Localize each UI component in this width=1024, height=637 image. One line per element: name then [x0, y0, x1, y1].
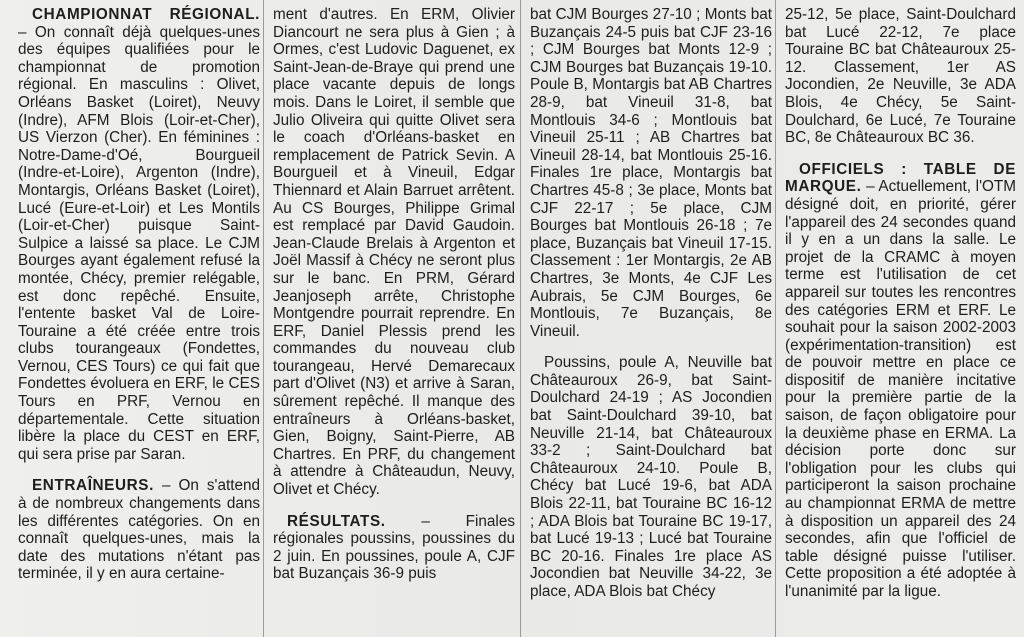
paragraph-entraineurs [18, 477, 260, 583]
paragraph-entraineurs-cont [273, 6, 515, 499]
heading-championnat: CHAMPIONNAT RÉGIONAL. [32, 6, 260, 23]
body-text: – Finales régionales poussins, poussines du 2 juin. En poussines, poule A, CJF bat Buzançais 36-9 puis [273, 512, 515, 583]
paragraph-classement [785, 6, 1016, 147]
paragraph-resultats [273, 513, 515, 583]
body-text: bat CJM Bourges 27-10 ; Monts bat Buzançais 24-5 puis bat CJF 23-16 ; CJM Bourges bat Monts 12-9 ; CJM Bourges bat Buzançais 19-10. Poule B, Montargis bat AB Chartres 28-9, bat Vineuil 31-8, bat Montlouis 34-6 ; Montlouis bat Vineuil 25-11 ; AB Chartres bat Vineuil 28-14, bat Montlouis 25-16. Finales 1re place, Montargis bat Chartres 45-8 ; 3e place, Monts bat CJF 22-17 ; 5e place, CJM Bourges bat Montlouis 26-18 ; 7e place, Buzançais bat Vineuil 17-15. Classement : 1er Montargis, 2e AB Chartres, 3e Monts, 4e CJF Les Aubrais, 5e CJM Bourges, 6e Montlouis, 7e Buzançais, 8e Vineuil. [530, 6, 772, 340]
column-4 [785, 6, 1016, 615]
column-3 [530, 6, 772, 615]
body-text: – Actuellement, l'OTM désigné doit, en priorité, gérer l'appareil des 24 secondes quand il y en a un dans la salle. Le projet de la CRAMC à moyen terme est l'utilisation de cet appareil sur toutes les rencontres des catégories ERM et ERF. Le souhait pour la saison 2002-2003 (expérimentation-transition) est de pouvoir mettre en place ce dispositif de manière incitative pour la première partie de la saison, de façon obligatoire pour la deuxième phase en ERMA. La décision porte donc sur l'obligation pour les clubs qui participeront la saison prochaine au championnat ERMA de mettre à disposition un appareil des 24 secondes, afin que l'officiel de table désigné puisse l'utiliser. Cette proposition a été adoptée à l'unanimité par la ligue. [785, 178, 1016, 600]
paragraph-championnat [18, 6, 260, 463]
column-divider [520, 0, 521, 637]
paragraph-poussins-results [530, 354, 772, 600]
column-1 [18, 6, 260, 597]
body-text: – On connaît déjà quelques-unes des équipes qualifiées pour le championnat de promotion régional. En masculins : Olivet, Orléans Basket (Loiret), Neuvy (Indre), AFM Blois (Loir-et-Cher), US Vierzon (Cher). En féminines : Notre-Dame-d'Oé, Bourgueil (Indre-et-Loire), Argenton (Indre), Montargis, Orléans Basket (Loiret), Lucé (Eure-et-Loir) et Les Montils (Loir-et-Cher) puisque Saint-Sulpice a laissé sa place. Le CJM Bourges ayant également refusé la montée, Chécy, premier relégable, est donc repêché. Ensuite, l'entente basket Val de Loire-Touraine a été créée entre trois clubs tourangeaux (Fondettes, Vernou, CES Tours) ce qui fait que Fondettes évoluera en ERF, le CES Tours en PRF, Vernou en départementale. Cette situation libère la place du CEST en ERF, qui sera prise par Saran. [18, 23, 260, 463]
body-text: 25-12, 5e place, Saint-Doulchard bat Lucé 22-12, 7e place Touraine BC bat Châteauroux 25-12. Classement, 1er AS Jocondien, 2e Neuville, 3e ADA Blois, 4e Chécy, 5e Saint-Doulchard, 6e Lucé, 7e Touraine BC, 8e Châteauroux BC 36. [785, 6, 1016, 147]
column-divider [263, 0, 264, 637]
heading-officiels: OFFICIELS : TABLE DE MARQUE. [785, 160, 1016, 196]
heading-entraineurs: ENTRAÎNEURS. [32, 477, 154, 495]
heading-resultats: RÉSULTATS. [287, 512, 386, 530]
column-divider [775, 0, 776, 637]
column-2 [273, 6, 515, 597]
paragraph-officiels [785, 161, 1016, 601]
body-text: Poussins, poule A, Neuville bat Châteauroux 26-9, bat Saint-Doulchard 24-19 ; AS Jocondien bat Saint-Doulchard 39-10, bat Neuville 21-14, bat Châteauroux 33-2 ; Saint-Doulchard bat Châteauroux 24-10. Poule B, Chécy bat Lucé 19-6, bat ADA Blois 22-11, bat Touraine BC 16-12 ; ADA Blois bat Touraine BC 19-17, bat Lucé 19-13 ; Lucé bat Touraine BC 20-16. Finales 1re place AS Jocondien bat Neuville 34-22, 3e place, ADA Blois bat Chécy [530, 354, 772, 600]
body-text: ment d'autres. En ERM, Olivier Diancourt ne sera plus à Gien ; à Ormes, c'est Ludovic Daguenet, ex Saint-Jean-de-Braye qui prend une place vacante depuis de longs mois. Dans le Loiret, il semble que Julio Oliveira qui quitte Olivet sera le coach d'Orléans-basket en remplacement de Patrick Sevin. A Bourgueil et à Vineuil, Edgar Thiennard et Alain Barruet arrêtent. Au CS Bourges, Philippe Grimal est remplacé par David Gaudoin. Jean-Claude Brelais à Argenton et Joël Massif à Chécy ne seront plus sur le banc. En PRM, Gérard Jeanjoseph arrête, Christophe Montgendre pourrait reprendre. En ERF, Daniel Plessis prend les commandes du nouveau club tourangeau, Hervé Demarecaux part d'Olivet (N3) et arrive à Saran, sûrement repêché. Il manque des entraîneurs à Orléans-basket, Gien, Boigny, Saint-Pierre, AB Chartres. En PRF, du changement à attendre à Châteaudun, Neuvy, Olivet et Chécy. [273, 6, 515, 499]
body-text: – On s'attend à de nombreux changements dans les différentes catégories. On en connaît quelques-unes, mais la date des mutations n'étant pas terminée, il y en aura certaine- [18, 477, 260, 583]
paragraph-poussines-results [530, 6, 772, 340]
